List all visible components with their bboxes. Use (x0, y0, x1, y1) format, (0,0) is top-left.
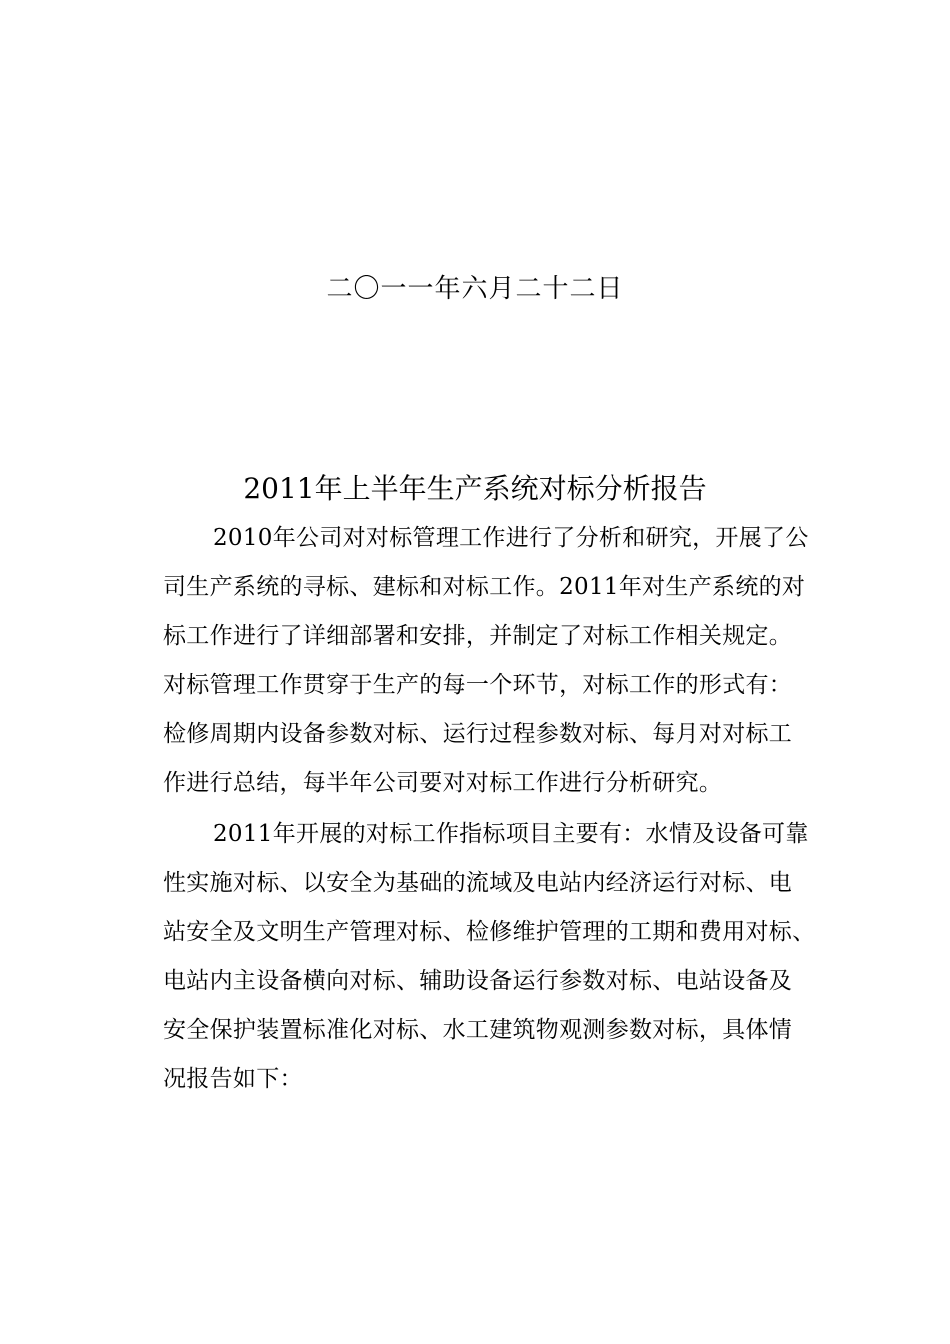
paragraph-1-line-6: 作进行总结，每半年公司要对对标工作进行分析研究。 (163, 770, 723, 796)
paragraph-1-line-3: 标工作进行了详细部署和安排，并制定了对标工作相关规定。 (163, 623, 793, 649)
paragraph-2-line-5: 安全保护装置标准化对标、水工建筑物观测参数对标，具体情 (163, 1017, 793, 1043)
report-title: 2011年上半年生产系统对标分析报告 (243, 472, 707, 505)
paragraph-1-line-4: 对标管理工作贯穿于生产的每一个环节，对标工作的形式有： (163, 672, 793, 698)
paragraph-2-line-1: 2011年开展的对标工作指标项目主要有：水情及设备可靠 (213, 821, 809, 847)
paragraph-2-line-6: 况报告如下： (163, 1066, 303, 1092)
paragraph-2-line-4: 电站内主设备横向对标、辅助设备运行参数对标、电站设备及 (163, 968, 793, 994)
paragraph-2-line-2: 性实施对标、以安全为基础的流域及电站内经济运行对标、电 (163, 870, 793, 896)
paragraph-1-line-1: 2010年公司对对标管理工作进行了分析和研究，开展了公 (213, 525, 809, 551)
paragraph-1-line-2: 司生产系统的寻标、建标和对标工作。2011年对生产系统的对 (163, 574, 806, 600)
paragraph-1-line-5: 检修周期内设备参数对标、运行过程参数对标、每月对对标工 (163, 721, 793, 747)
report-date: 二〇一一年六月二十二日 (326, 274, 624, 304)
paragraph-2-line-3: 站安全及文明生产管理对标、检修维护管理的工期和费用对标、 (163, 919, 816, 945)
